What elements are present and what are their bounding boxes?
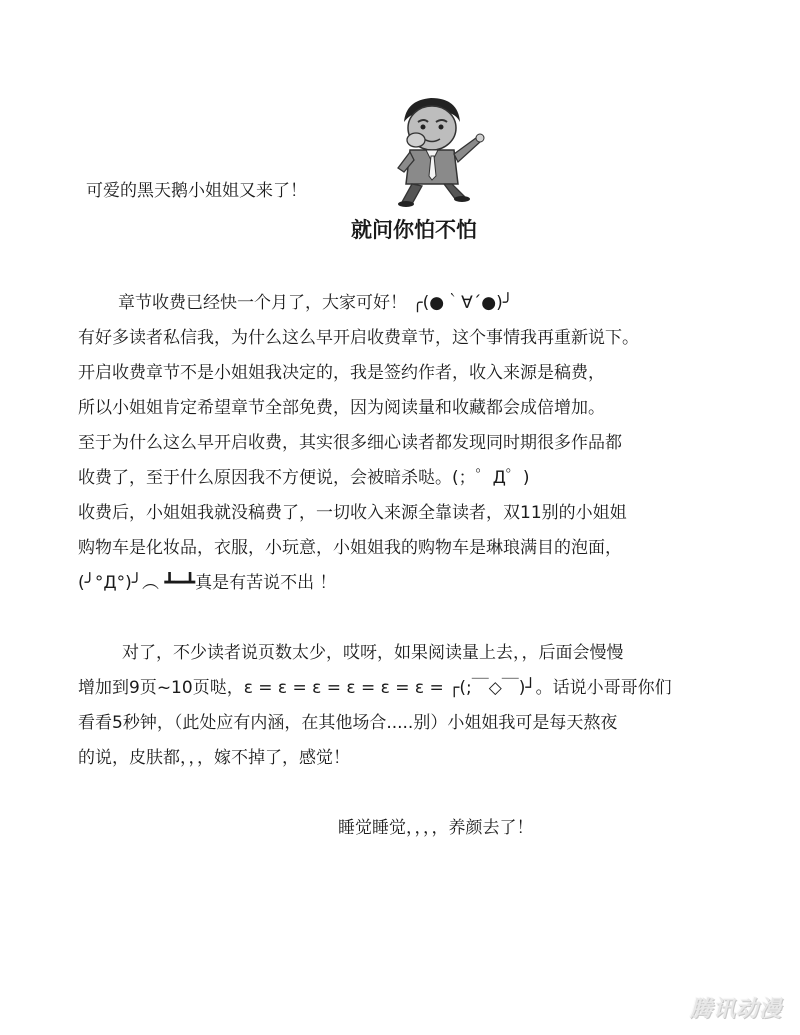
meme-caption: 就问你怕不怕 bbox=[351, 218, 477, 242]
paragraph-1-line-7: 收费后，小姐姐我就没稿费了，一切收入来源全靠读者，双11别的小姐姐 bbox=[78, 503, 627, 523]
paragraph-1-line-6: 收费了，至于什么原因我不方便说，会被暗杀哒。(；゜Д゜) bbox=[78, 468, 530, 488]
paragraph-1-line-4: 所以小姐姐肯定希望章节全部免费，因为阅读量和收藏都会成倍增加。 bbox=[78, 398, 605, 418]
paragraph-1-line-8: 购物车是化妆品，衣服，小玩意，小姐姐我的购物车是琳琅满目的泡面， bbox=[78, 538, 622, 558]
greeting-text: 可爱的黑天鹅小姐姐又来了！ bbox=[86, 181, 307, 201]
watermark-logo: 腾讯动漫 bbox=[689, 997, 782, 1022]
paragraph-1-line-3: 开启收费章节不是小姐姐我决定的，我是签约作者，收入来源是稿费， bbox=[78, 363, 605, 383]
meme-character-illustration bbox=[376, 92, 486, 210]
paragraph-2-line-4: 的说，皮肤都，，，嫁不掉了，感觉！ bbox=[78, 748, 350, 768]
paragraph-1-line-9: (╯°Д°)╯︵ ┻━┻真是有苦说不出 ！ bbox=[78, 573, 337, 593]
signoff-text: 睡觉睡觉，，，，养颜去了！ bbox=[338, 818, 534, 838]
paragraph-1-line-1: 章节收费已经快一个月了，大家可好！ ╭(●｀∀´●)╯ bbox=[118, 293, 513, 313]
paragraph-2-line-2: 增加到9页~10页哒，ε = ε = ε = ε = ε = ε = ┌(;￣◇￣)┘。话说小哥哥你们 bbox=[78, 678, 672, 698]
paragraph-2-line-1: 对了，不少读者说页数太少，哎呀，如果阅读量上去，，后面会慢慢 bbox=[122, 643, 624, 663]
paragraph-1-line-2: 有好多读者私信我，为什么这么早开启收费章节，这个事情我再重新说下。 bbox=[78, 328, 639, 348]
paragraph-2-line-3: 看看5秒钟，（此处应有内涵，在其他场合.....别）小姐姐我可是每天熬夜 bbox=[78, 713, 618, 733]
paragraph-1-line-5: 至于为什么这么早开启收费，其实很多细心读者都发现同时期很多作品都 bbox=[78, 433, 622, 453]
